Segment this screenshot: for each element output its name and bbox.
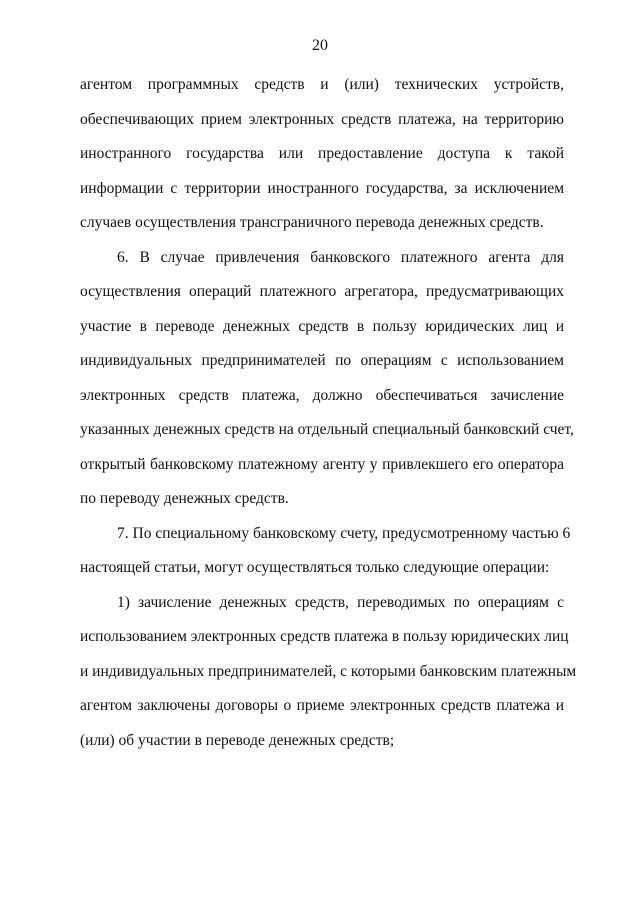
text-line: информации с территории иностранного государства, за исключением (80, 179, 564, 197)
text-line: (или) об участии в переводе денежных средств; (80, 731, 395, 749)
text-line: настоящей статьи, могут осуществляться только следующие операции: (80, 559, 550, 576)
text-line: 1) зачисление денежных средств, переводимых по операциям с (117, 593, 564, 611)
text-line: использованием электронных средств платежа в пользу юридических лиц (80, 628, 569, 645)
paragraph-6 (80, 247, 574, 523)
text-line: 7. По специальному банковскому счету, предусмотренному частью 6 (117, 524, 571, 542)
paragraph-7-item-1 (80, 592, 577, 765)
paragraph-7 (80, 523, 571, 592)
text-line: индивидуальных предпринимателей по операциям с использованием (80, 352, 564, 369)
text-line: случаев осуществления трансграничного перевода денежных средств. (80, 214, 544, 231)
page-number: 20 (312, 37, 328, 54)
text-line: электронных средств платежа, должно обеспечиваться зачисление (80, 386, 564, 404)
document-body (80, 74, 577, 764)
text-line: открытый банковскому платежному агенту у привлекшего его оператора (80, 455, 564, 473)
text-line: иностранного государства или предоставление доступа к такой (80, 145, 564, 162)
text-line: обеспечивающих прием электронных средств платежа, на территорию (80, 110, 564, 128)
text-line: 6. В случае привлечения банковского платежного агента для (117, 248, 564, 266)
text-line: по переводу денежных средств. (80, 490, 289, 507)
text-line: участие в переводе денежных средств в пользу юридических лиц и (80, 317, 564, 335)
text-line: указанных денежных средств на отдельный специальный банковский счет, (80, 421, 574, 438)
text-line: агентом программных средств и (или) технических устройств, (80, 76, 564, 93)
text-line: агентом заключены договоры о приеме электронных средств платежа и (80, 697, 564, 714)
paragraph-continuation (80, 74, 564, 247)
text-line: осуществления операций платежного агрегатора, предусматривающих (80, 283, 564, 300)
text-line: и индивидуальных предпринимателей, с которыми банковским платежным (80, 662, 577, 680)
